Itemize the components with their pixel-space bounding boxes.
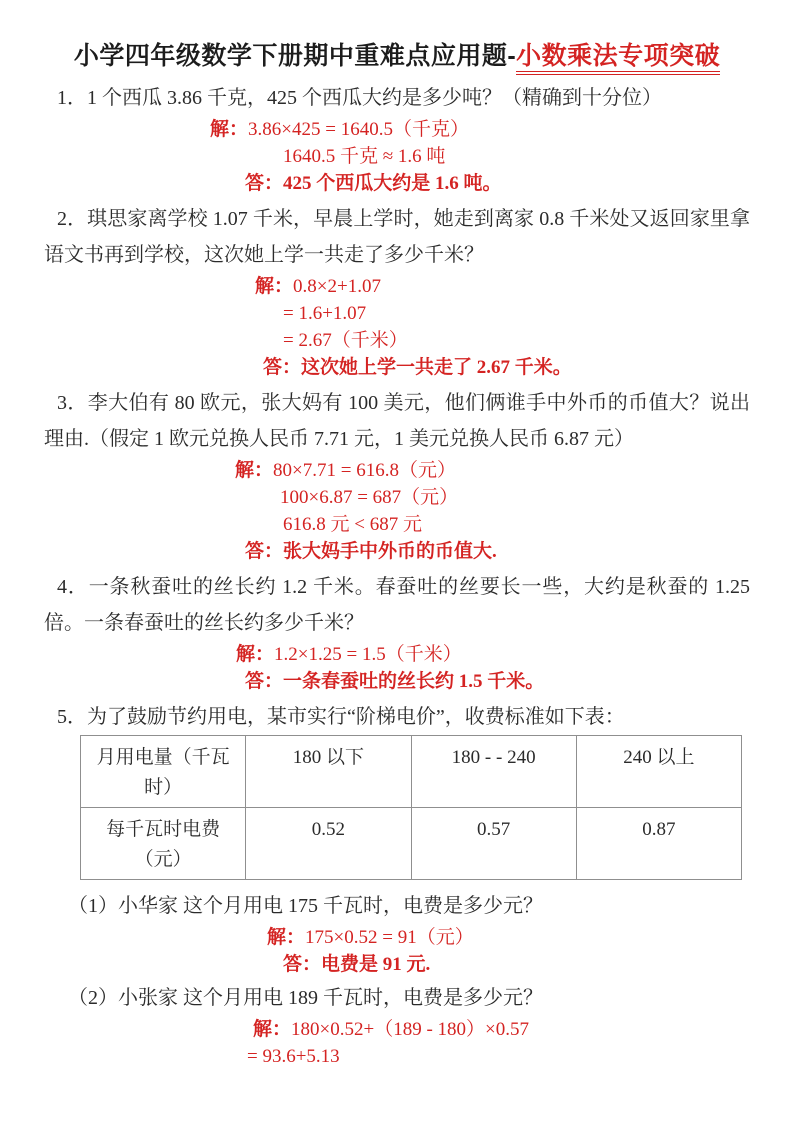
solution-line: = 2.67（千米） [283, 330, 408, 351]
solution-expression: 175×0.52 = 91（元） [305, 927, 474, 948]
title-highlight: 小数乘法专项突破 [516, 42, 720, 75]
solution-line [236, 641, 750, 668]
solution-line [235, 457, 750, 484]
problem-5 [44, 699, 750, 1070]
answer-line: 答：425 个西瓜大约是 1.6 吨。 [245, 173, 502, 194]
solution-line: 100×6.87 = 687（元） [280, 487, 459, 508]
solution-line [267, 924, 750, 951]
problem-3-question: 3．李大伯有 80 欧元，张大妈有 100 美元，他们俩谁手中外币的币值大？说出理由.（假定 1 欧元兑换人民币 7.71 元，1 美元兑换人民币 6.87 元） [44, 392, 750, 450]
solution-line: 616.8 元 < 687 元 [283, 514, 422, 535]
solution-label: 解： [267, 927, 306, 948]
answer-line: 答：张大妈手中外币的币值大. [245, 541, 497, 562]
table-row [81, 736, 742, 808]
table-cell: 180 - - 240 [411, 736, 576, 808]
problem-2 [44, 201, 750, 381]
problem-1 [44, 80, 750, 197]
sub-problem-2-question: （2）小张家 这个月用电 189 千瓦时，电费是多少元？ [68, 987, 543, 1009]
table-cell: 每千瓦时电费（元） [81, 808, 246, 880]
solution-expression: 0.8×2+1.07 [293, 276, 381, 297]
table-cell: 0.52 [246, 808, 411, 880]
table-cell: 0.87 [576, 808, 741, 880]
table-row [81, 808, 742, 880]
sub-problem-2 [44, 980, 750, 1070]
solution-label: 解： [235, 460, 274, 481]
solution-label: 解： [210, 119, 249, 140]
answer-line: 答：一条春蚕吐的丝长约 1.5 千米。 [245, 671, 545, 692]
answer-line: 答：这次她上学一共走了 2.67 千米。 [263, 357, 572, 378]
answer-line: 答：电费是 91 元. [283, 954, 431, 975]
solution-line [253, 1016, 750, 1043]
sub-problem-1 [44, 888, 750, 978]
solution-line: = 1.6+1.07 [283, 303, 367, 324]
solution-expression: 3.86×425 = 1640.5（千克） [248, 119, 469, 140]
solution-line [210, 116, 750, 143]
problem-4-question: 4．一条秋蚕吐的丝长约 1.2 千米。春蚕吐的丝要长一些，大约是秋蚕的 1.25 倍。一条春蚕吐的丝长约多少千米？ [44, 576, 750, 634]
table-cell: 240 以上 [576, 736, 741, 808]
solution-expression: 80×7.71 = 616.8（元） [273, 460, 456, 481]
problem-5-question: 5．为了鼓励节约用电，某市实行“阶梯电价”，收费标准如下表： [57, 706, 625, 728]
solution-label: 解： [253, 1019, 292, 1040]
sub-problem-1-question: （1）小华家 这个月用电 175 千瓦时，电费是多少元？ [68, 895, 543, 917]
table-cell: 180 以下 [246, 736, 411, 808]
page-title [44, 40, 750, 72]
solution-line [255, 273, 750, 300]
title-text: 小学四年级数学下册期中重难点应用题- [73, 42, 517, 70]
solution-expression: 180×0.52+（189 - 180）×0.57 [291, 1019, 529, 1040]
problem-4 [44, 569, 750, 695]
problem-3 [44, 385, 750, 565]
electricity-rate-table [80, 735, 742, 880]
table-cell: 月用电量（千瓦时） [81, 736, 246, 808]
problem-2-question: 2．琪思家离学校 1.07 千米，早晨上学时，她走到离家 0.8 千米处又返回家里拿语文书再到学校，这次她上学一共走了多少千米？ [44, 208, 750, 266]
solution-label: 解： [255, 276, 294, 297]
solution-label: 解： [236, 644, 275, 665]
solution-line: = 93.6+5.13 [247, 1046, 340, 1067]
solution-expression: 1.2×1.25 = 1.5（千米） [274, 644, 462, 665]
problem-1-question: 1．1 个西瓜 3.86 千克，425 个西瓜大约是多少吨？（精确到十分位） [57, 87, 662, 109]
table-cell: 0.57 [411, 808, 576, 880]
solution-line: 1640.5 千克 ≈ 1.6 吨 [283, 146, 446, 167]
